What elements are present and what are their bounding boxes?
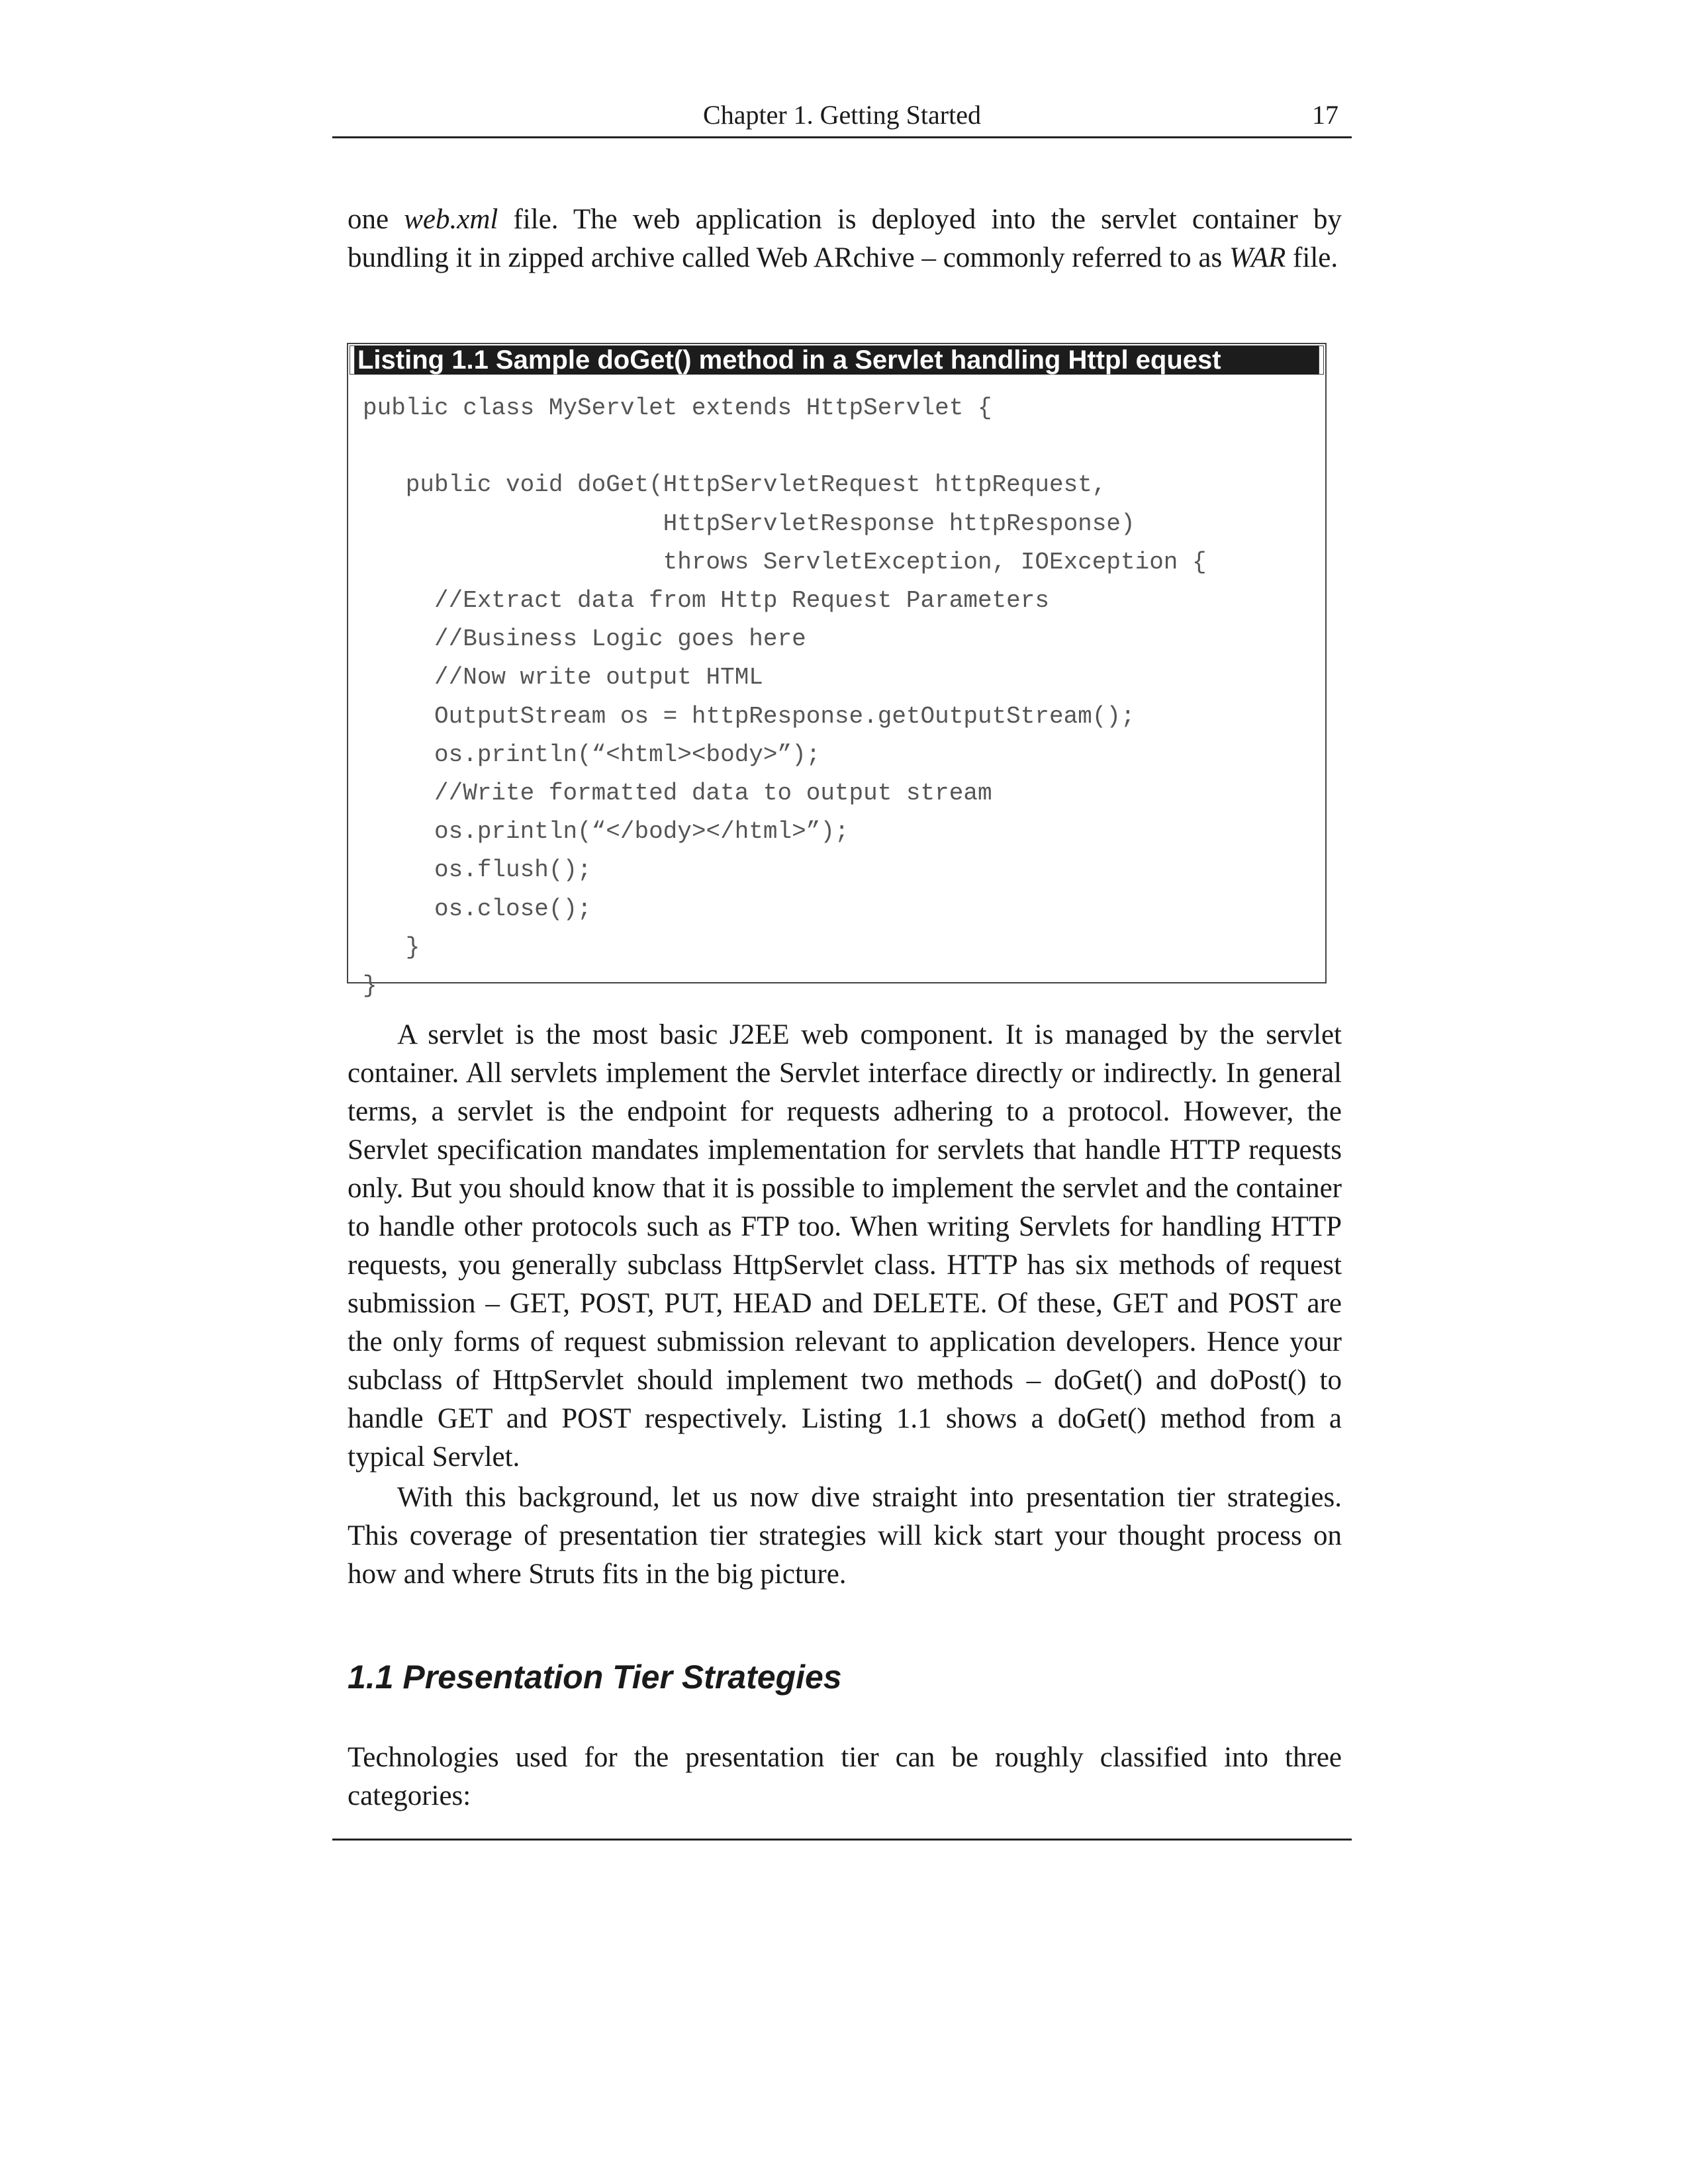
intro-text-3: file. — [1286, 242, 1338, 273]
intro-war: WAR — [1229, 242, 1286, 273]
intro-text-1: one — [348, 204, 404, 235]
servlet-paragraph — [348, 1016, 1342, 1477]
background-paragraph — [348, 1479, 1342, 1594]
section-heading: 1.1 Presentation Tier Strategies — [348, 1659, 842, 1696]
servlet-paragraph-text: A servlet is the most basic J2EE web component. It is managed by the servlet container. All servlets implement the Servlet interface directly or indirectly. In general terms, a servlet is the endpoint for requests adhering to a protocol. However, the Servlet specification mandates implementation for servlets that handle HTTP requests only. But you should know that it is possible to implement the servlet and the container to handle other protocols such as FTP too. When writing Servlets for handling HTTP requests, you generally subclass HttpServlet class. HTTP has six methods of request submission – GET, POST, PUT, HEAD and DELETE. Of these, GET and POST are the only forms of request submission relevant to application developers. Hence your subclass of HttpServlet should implement two methods – doGet() and doPost() to handle GET and POST respectively. Listing 1.1 shows a doGet() method from a typical Servlet. — [348, 1019, 1342, 1473]
intro-text-2: file. The web application is deployed into the servlet container by bundling it in zipped archive called Web ARchive – commonly referred to as — [348, 204, 1342, 273]
background-paragraph-text: With this background, let us now dive straight into presentation tier strategies. This coverage of presentation tier strategies will kick start your thought process on how and where Struts fits in the big picture. — [348, 1482, 1342, 1590]
code-listing — [347, 343, 1327, 1000]
technologies-paragraph: Technologies used for the presentation tier can be roughly classified into three categories: — [348, 1742, 1342, 1811]
footer-rule — [332, 1839, 1352, 1841]
listing-title: Listing 1.1 Sample doGet() method in a Servlet handling Httpl equest — [355, 345, 1319, 375]
page-number: 17 — [1312, 100, 1338, 130]
chapter-title: Chapter 1. Getting Started — [703, 100, 981, 130]
listing-title-right-cap — [1319, 345, 1324, 375]
intro-webxml: web.xml — [404, 204, 498, 235]
running-header — [332, 99, 1352, 138]
listing-title-left-cap — [350, 345, 355, 375]
listing-code: public class MyServlet extends HttpServlet { public void doGet(HttpServletRequest httpRequest, HttpServletResponse httpResponse) throws ServletException, IOException { //Extract data from Http Request Parameters //Business Logic goes here //Now write output HTML OutputStream os = httpResponse.getOutputStream(); os.println(“<html><body>”); //Write formatted data to output stream os.println(“</body></html>”); os.flush(); os.close(); } } — [363, 394, 1207, 1000]
intro-paragraph — [348, 201, 1342, 277]
